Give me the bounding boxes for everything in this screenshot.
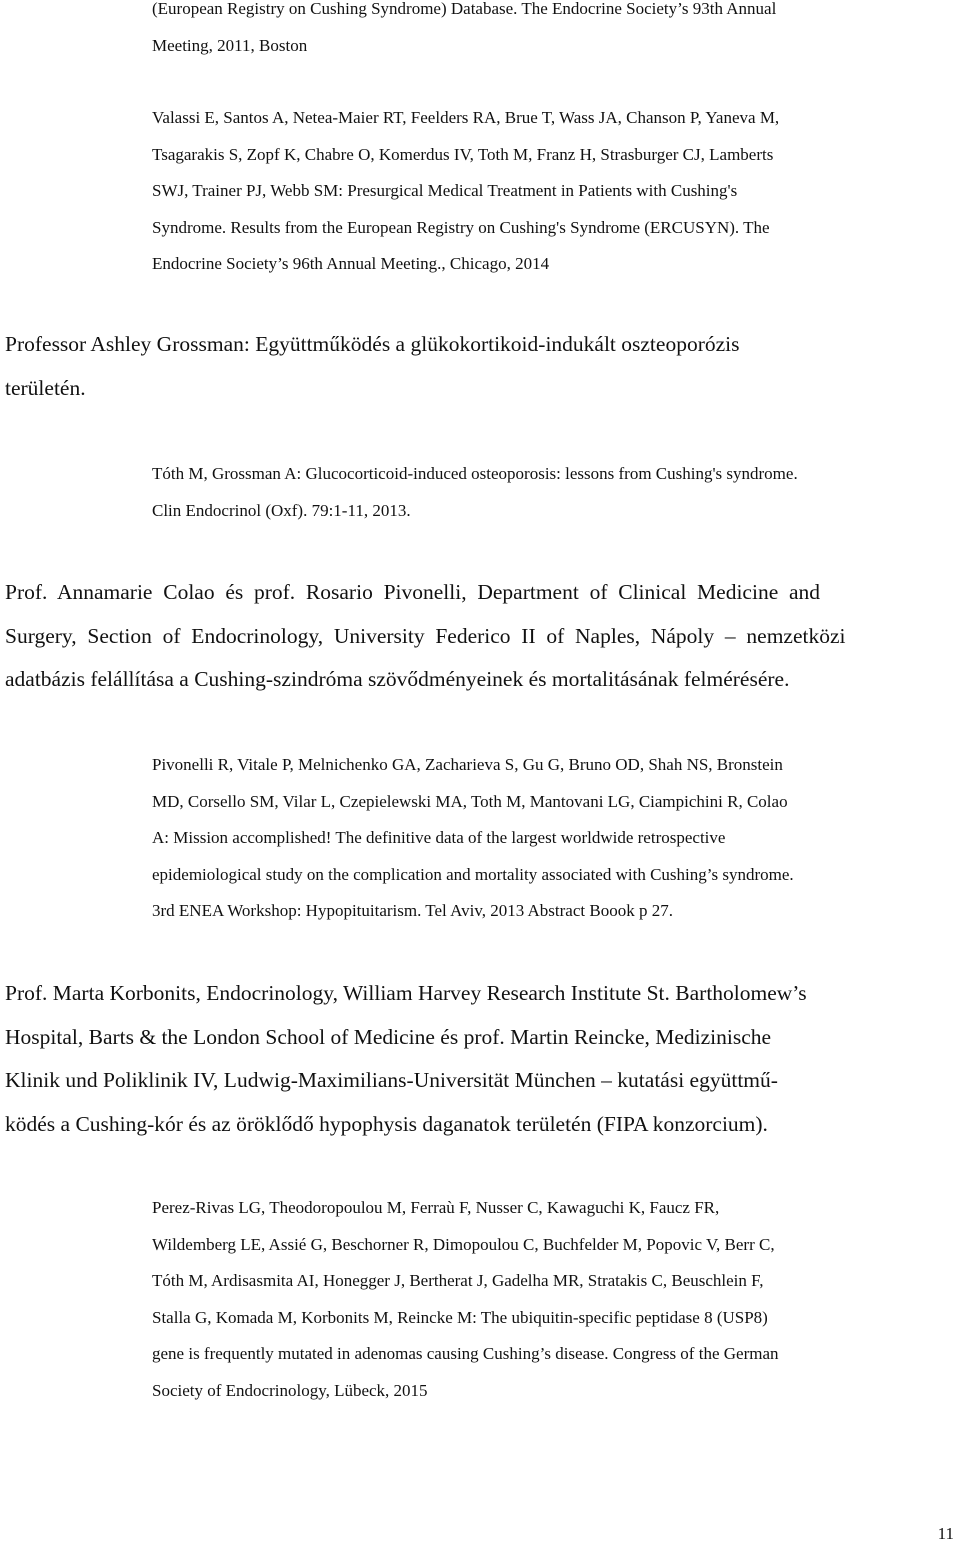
text-line: Tóth M, Grossman A: Glucocorticoid-induced osteoporosis: lessons from Cushing's syndrome. bbox=[152, 464, 798, 483]
collaboration-heading-colao bbox=[5, 571, 955, 702]
reference-valassi-2014 bbox=[152, 100, 942, 283]
text-line: gene is frequently mutated in adenomas causing Cushing’s disease. Congress of the German bbox=[152, 1344, 779, 1363]
text-line: Prof. Marta Korbonits, Endocrinology, William Harvey Research Institute St. Bartholomew’s bbox=[5, 981, 807, 1005]
text-line: Professor Ashley Grossman: Együttműködés a glükokortikoid-indukált oszteoporózis bbox=[5, 332, 740, 356]
text-line: Wildemberg LE, Assié G, Beschorner R, Dimopoulou C, Buchfelder M, Popovic V, Berr C, bbox=[152, 1234, 775, 1254]
text-line: Meeting, 2011, Boston bbox=[152, 35, 308, 55]
text-line: epidemiological study on the complication and mortality associated with Cushing’s syndrome. bbox=[152, 864, 794, 884]
reference-perez-rivas-2015 bbox=[152, 1190, 942, 1409]
text-line: Tsagarakis S, Zopf K, Chabre O, Komerdus IV, Toth M, Franz H, Strasburger CJ, Lamberts bbox=[152, 144, 774, 164]
reference-toth-2013 bbox=[152, 456, 942, 529]
text-line: Clin Endocrinol (Oxf). 79:1-11, 2013. bbox=[152, 500, 411, 520]
text-line: Syndrome. Results from the European Registry on Cushing's Syndrome (ERCUSYN). The bbox=[152, 217, 770, 237]
text-line: Tóth M, Ardisasmita AI, Honegger J, Bertherat J, Gadelha MR, Stratakis C, Beuschlein F, bbox=[152, 1271, 764, 1290]
text-line: Stalla G, Komada M, Korbonits M, Reincke M: The ubiquitin-specific peptidase 8 (USP8) bbox=[152, 1307, 768, 1327]
text-line: területén. bbox=[5, 375, 86, 400]
text-line: 3rd ENEA Workshop: Hypopituitarism. Tel Aviv, 2013 Abstract Boook p 27. bbox=[152, 901, 673, 920]
page-number: 11 bbox=[937, 1524, 954, 1543]
text-line: Perez-Rivas LG, Theodoropoulou M, Ferraù F, Nusser C, Kawaguchi K, Faucz FR, bbox=[152, 1198, 720, 1217]
text-line: Surgery, Section of Endocrinology, University Federico II of Naples, Nápoly – nemzetközi bbox=[5, 623, 846, 648]
text-line: MD, Corsello SM, Vilar L, Czepielewski MA, Toth M, Mantovani LG, Ciampichini R, Colao bbox=[152, 791, 788, 811]
text-line: Hospital, Barts & the London School of Medicine és prof. Martin Reincke, Medizinische bbox=[5, 1024, 772, 1049]
text-line: Valassi E, Santos A, Netea-Maier RT, Feelders RA, Brue T, Wass JA, Chanson P, Yaneva M, bbox=[152, 108, 780, 127]
collaboration-heading-korbonits bbox=[5, 972, 955, 1146]
text-line: Endocrine Society’s 96th Annual Meeting., Chicago, 2014 bbox=[152, 254, 550, 273]
text-line: adatbázis felállítása a Cushing-szindróma szövődményeinek és mortalitásának felmérésére. bbox=[5, 667, 790, 691]
text-line: Klinik und Poliklinik IV, Ludwig-Maximilians-Universität München – kutatási együttmű- bbox=[5, 1068, 778, 1092]
text-line: SWJ, Trainer PJ, Webb SM: Presurgical Medical Treatment in Patients with Cushing's bbox=[152, 181, 738, 200]
reference-pivonelli-2013 bbox=[152, 747, 942, 930]
text-line: Prof. Annamarie Colao és prof. Rosario Pivonelli, Department of Clinical Medicine and bbox=[5, 580, 821, 604]
text-line: Society of Endocrinology, Lübeck, 2015 bbox=[152, 1380, 428, 1400]
reference-ercusyn-2011 bbox=[152, 0, 942, 64]
collaboration-heading-grossman bbox=[5, 323, 955, 410]
text-line: A: Mission accomplished! The definitive data of the largest worldwide retrospective bbox=[152, 828, 726, 847]
text-line: ködés a Cushing-kór és az öröklődő hypophysis daganatok területén (FIPA konzorcium). bbox=[5, 1111, 768, 1136]
text-line: Pivonelli R, Vitale P, Melnichenko GA, Zacharieva S, Gu G, Bruno OD, Shah NS, Bronstein bbox=[152, 755, 783, 774]
text-line: (European Registry on Cushing Syndrome) Database. The Endocrine Society’s 93th Annual bbox=[152, 0, 777, 18]
